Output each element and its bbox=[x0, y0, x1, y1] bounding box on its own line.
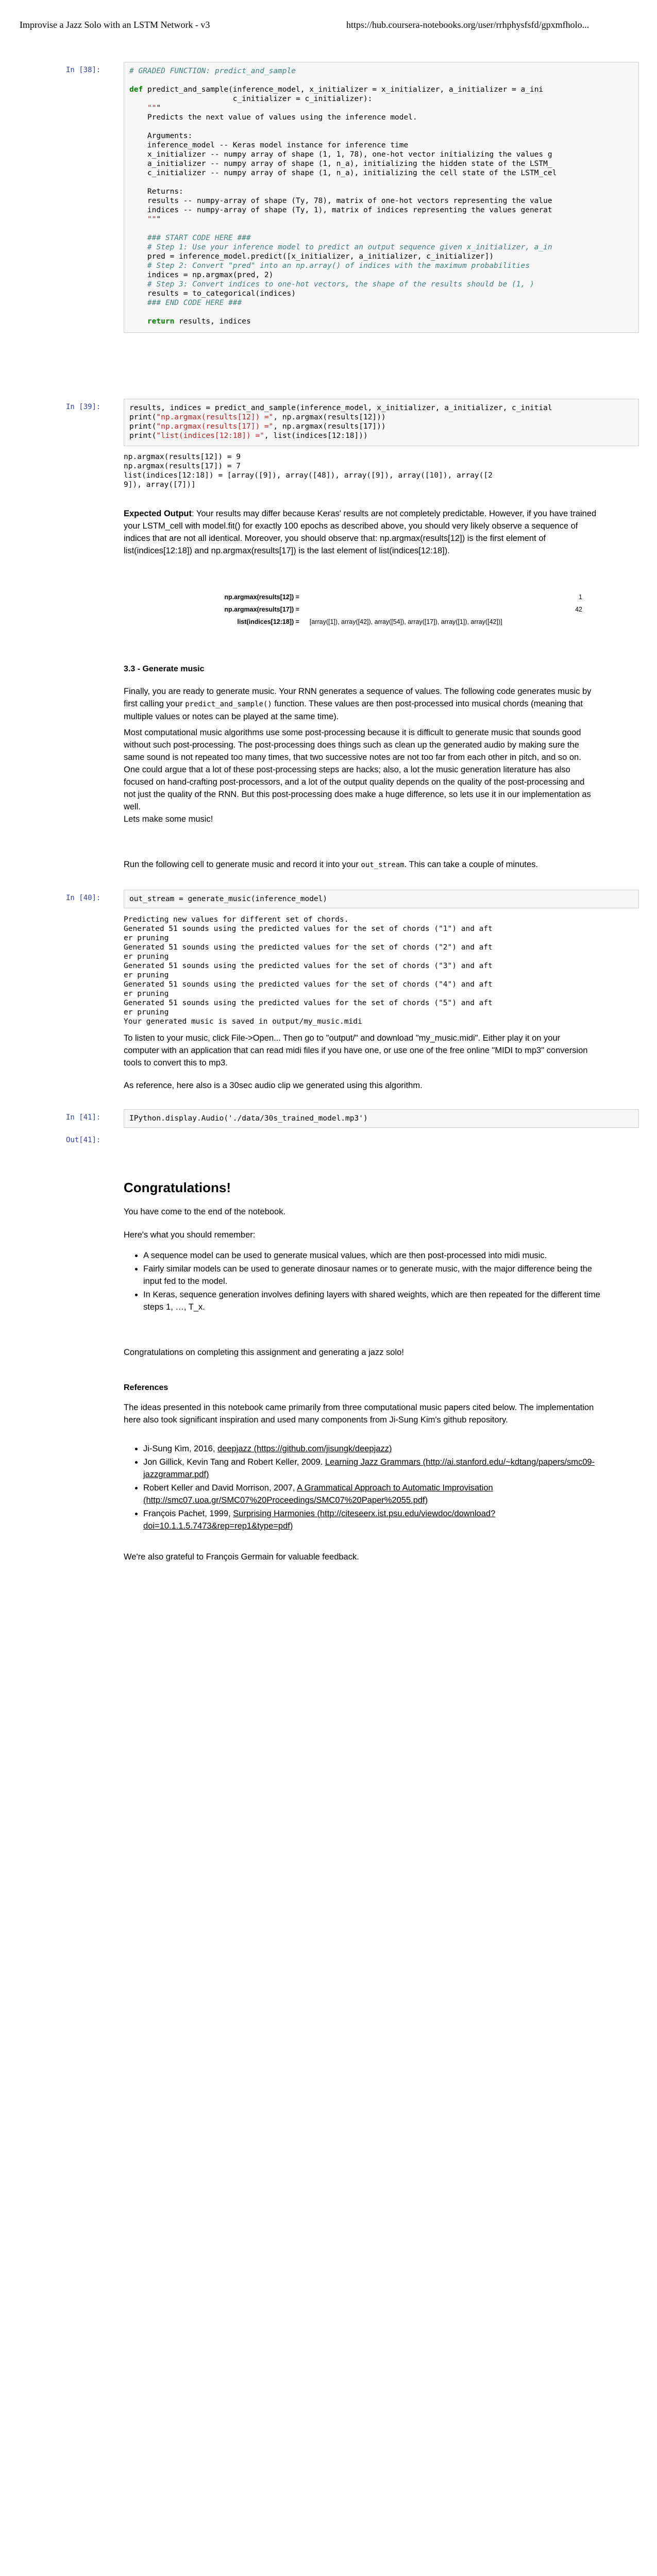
cell-40-code[interactable] bbox=[124, 890, 639, 908]
cell-41-source: IPython.display.Audio('./data/30s_trained_model.mp3') bbox=[129, 1114, 368, 1123]
list-item: • A sequence model can be used to generate musical values, which are then post-processed into midi music. bbox=[143, 1249, 607, 1262]
table-value: [array([1]), array([42]), array([54]), array([17]), array([1]), array([42])] bbox=[309, 618, 502, 625]
reference-author: Ji-Sung Kim, 2016, bbox=[143, 1444, 217, 1453]
cell-40-source: out_stream = generate_music(inference_model) bbox=[129, 895, 328, 903]
reference-author: François Pachet, 1999, bbox=[143, 1509, 233, 1518]
paragraph-text: Run the following cell to generate music and record it into your bbox=[124, 860, 361, 869]
page-header-url: https://hub.coursera-notebooks.org/user/rrhphysfsfd/gpxmfholo... bbox=[346, 20, 589, 30]
list-item bbox=[143, 1456, 607, 1481]
cell-39-source: results, indices = predict_and_sample(inference_model, x_initializer, a_initializer, c_initial print("np.argmax(results[12]) =", np.argmax(results[12])) print("np.argmax(results[17]) =", np.argmax(results[17])) print("list(indices[12:18]) =", list(indices[12:18])) bbox=[129, 404, 552, 440]
cell-39-output-text: np.argmax(results[12]) = 9 np.argmax(results[17]) = 7 list(indices[12:18]) = [array([9]), array([48]), array([9]), array([10]), array([2 9]), array([7])] bbox=[124, 453, 493, 489]
reference-link[interactable]: A Grammatical Approach to Automatic Improvisation (http://smc07.uoa.gr/SMC07%20Proceedings/SMC07%20Paper%2055.pdf) bbox=[143, 1483, 493, 1505]
reference-author: Jon Gillick, Kevin Tang and Robert Keller, 2009. bbox=[143, 1458, 325, 1467]
section-paragraph bbox=[124, 685, 598, 723]
reference-link[interactable]: Surprising Harmonies (http://citeseerx.ist.psu.edu/viewdoc/download?doi=10.1.1.5.7473&rep=rep1&type=pdf) bbox=[143, 1509, 496, 1531]
section-paragraph: Here's what you should remember: bbox=[124, 1230, 256, 1240]
table-value: 1 bbox=[579, 594, 582, 601]
list-item: • Fairly similar models can be used to generate dinosaur names or to generate music, with the major difference being the input fed to the model. bbox=[143, 1263, 607, 1287]
reference-author: Robert Keller and David Morrison, 2007, bbox=[143, 1483, 297, 1493]
cell-38-code[interactable] bbox=[124, 62, 639, 333]
list-item: • In Keras, sequence generation involves defining layers with shared weights, which are then repeated for the different time steps 1, …, T_x. bbox=[143, 1289, 607, 1313]
section-paragraph: We're also grateful to François Germain for valuable feedback. bbox=[124, 1552, 359, 1562]
remember-list bbox=[124, 1249, 607, 1314]
expected-output-table bbox=[186, 591, 587, 628]
expected-output-description: : Your results may differ because Keras' results are not completely predictable. However, if you have trained your LSTM_cell with model.fit() for exactly 100 epochs as described above, you should very likely observe a sequence of indices that are not all identical. Moreover, you should observe that: np.argmax(results[12]) is the first element of list(indices[12:18]) and np.argmax(results[17]) is the last element of list(indices[12:18]). bbox=[124, 509, 597, 555]
section-paragraph: You have come to the end of the notebook. bbox=[124, 1207, 286, 1216]
references-list bbox=[124, 1443, 607, 1533]
table-key: list(indices[12:18]) = bbox=[237, 618, 299, 625]
section-paragraph: To listen to your music, click File->Open... Then go to "output/" and download "my_music.midi". Either play it on your computer with an application that can read midi files if you have one, or use one of the free online "MIDI to mp3" conversion tools to convert this to mp3. bbox=[124, 1033, 588, 1067]
expected-output-label: Expected Output bbox=[124, 509, 192, 518]
table-key: np.argmax(results[17]) = bbox=[224, 606, 299, 613]
section-paragraph bbox=[124, 858, 598, 871]
table-row bbox=[186, 603, 587, 616]
reference-link[interactable]: deepjazz (https://github.com/jisungk/deepjazz) bbox=[217, 1444, 392, 1453]
cell-40-prompt: In [40]: bbox=[66, 894, 101, 902]
list-item bbox=[143, 1443, 607, 1455]
section-paragraph: Congratulations on completing this assignment and generating a jazz solo! bbox=[124, 1348, 404, 1357]
list-item bbox=[143, 1482, 607, 1506]
section-heading: 3.3 - Generate music bbox=[124, 665, 205, 673]
paragraph-text: . This can take a couple of minutes. bbox=[404, 860, 538, 869]
cell-41-prompt: In [41]: bbox=[66, 1113, 101, 1122]
cell-39-output bbox=[124, 452, 639, 489]
cell-40-output bbox=[124, 915, 639, 1026]
cell-41-out-prompt: Out[41]: bbox=[66, 1136, 101, 1144]
section-paragraph: The ideas presented in this notebook came primarily from three computational music papers cited below. The implementation here also took significant inspiration and used many components from Ji-Sung Kim's github repository. bbox=[124, 1403, 594, 1425]
section-paragraph: As reference, here also is a 30sec audio clip we generated using this algorithm. bbox=[124, 1081, 423, 1090]
cell-40-output-text: Predicting new values for different set of chords. Generated 51 sounds using the predicted values for the set of chords ("1") and aft er pruning Generated 51 sounds using the predicted values for the set of chords ("2") and aft er pruning Generated 51 sounds using the predicted values for the set of chords ("3") and aft er pruning Generated 51 sounds using the predicted values for the set of chords ("4") and aft er pruning Generated 51 sounds using the predicted values for the set of chords ("5") and aft er pruning Your generated music is saved in output/my_music.midi bbox=[124, 916, 493, 1026]
inline-code: predict_and_sample() bbox=[185, 700, 272, 708]
congratulations-heading: Congratulations! bbox=[124, 1180, 231, 1195]
cell-38-prompt: In [38]: bbox=[66, 66, 101, 74]
reference-link[interactable]: Learning Jazz Grammars (http://ai.stanford.edu/~kdtang/papers/smc09-jazzgrammar.pdf) bbox=[143, 1458, 595, 1479]
cell-39-code[interactable] bbox=[124, 399, 639, 446]
section-paragraph: Most computational music algorithms use some post-processing because it is difficult to generate music that sounds good without such post-processing. The post-processing does things such as clean up the generated audio by making sure the same sound is not repeated too many times, that two successive notes are not too far from each other in pitch, and so on. One could argue that a lot of these post-processing steps are hacks; also, a lot the music generation literature has also focused on hand-crafting post-processors, and a lot of the output quality depends on the quality of the post-processing and not just the quality of the RNN. But this post-processing does make a huge difference, so lets use it in our implementation as well. bbox=[124, 728, 591, 811]
paragraph-text: Finally, you are ready to generate music. Your RNN generates a sequence of values. The following code generates music by first calling your bbox=[124, 687, 592, 708]
cell-39-prompt: In [39]: bbox=[66, 403, 101, 411]
table-row bbox=[186, 591, 587, 603]
references-heading: References bbox=[124, 1383, 169, 1392]
inline-code: out_stream bbox=[361, 861, 405, 869]
cell-38-source: # GRADED FUNCTION: predict_and_sample def predict_and_sample(inference_model, x_initializer = x_initializer, a_initializer = a_ini c_initializer = c_initializer): """ Predicts the next value of values using the inference model. Arguments: inference_model -- Keras model instance for inference time x_initializer -- numpy array of shape (1, 1, 78), one-hot vector initializing the values g a_initializer -- numpy array of shape (1, n_a), initializing the hidden state of the LSTM_ c_initializer -- numpy array of shape (1, n_a), initializing the cell state of the LSTM_cel Returns: results -- numpy-array of shape (Ty, 78), matrix of one-hot vectors representing the value indices -- numpy-array of shape (Ty, 1), matrix of indices representing the values generat """ ### START CODE HERE ### # Step 1: Use your inference model to predict an output sequence given x_initializer, a_in pred = inference_model.predict([x_initializer, a_initializer, c_initializer]) # Step 2: Convert "pred" into an np.array() of indices with the maximum probabilities indices = np.argmax(pred, 2) # Step 3: Convert indices to one-hot vectors, the shape of the results should be (1, ) results = to_categorical(indices) ### END CODE HERE ### return results, indices bbox=[129, 67, 557, 326]
table-value: 42 bbox=[575, 606, 582, 613]
list-item bbox=[143, 1507, 607, 1532]
paragraph-text: function. These values are then post-processed into musical chords (meaning that multiple values or notes can be played at the same time). bbox=[124, 699, 583, 721]
table-row bbox=[186, 616, 587, 628]
expected-output-text bbox=[124, 507, 598, 557]
page-header-title: Improvise a Jazz Solo with an LSTM Network - v3 bbox=[20, 20, 210, 30]
cell-41-code[interactable] bbox=[124, 1109, 639, 1128]
section-paragraph: Lets make some music! bbox=[124, 815, 213, 824]
table-key: np.argmax(results[12]) = bbox=[224, 594, 299, 601]
